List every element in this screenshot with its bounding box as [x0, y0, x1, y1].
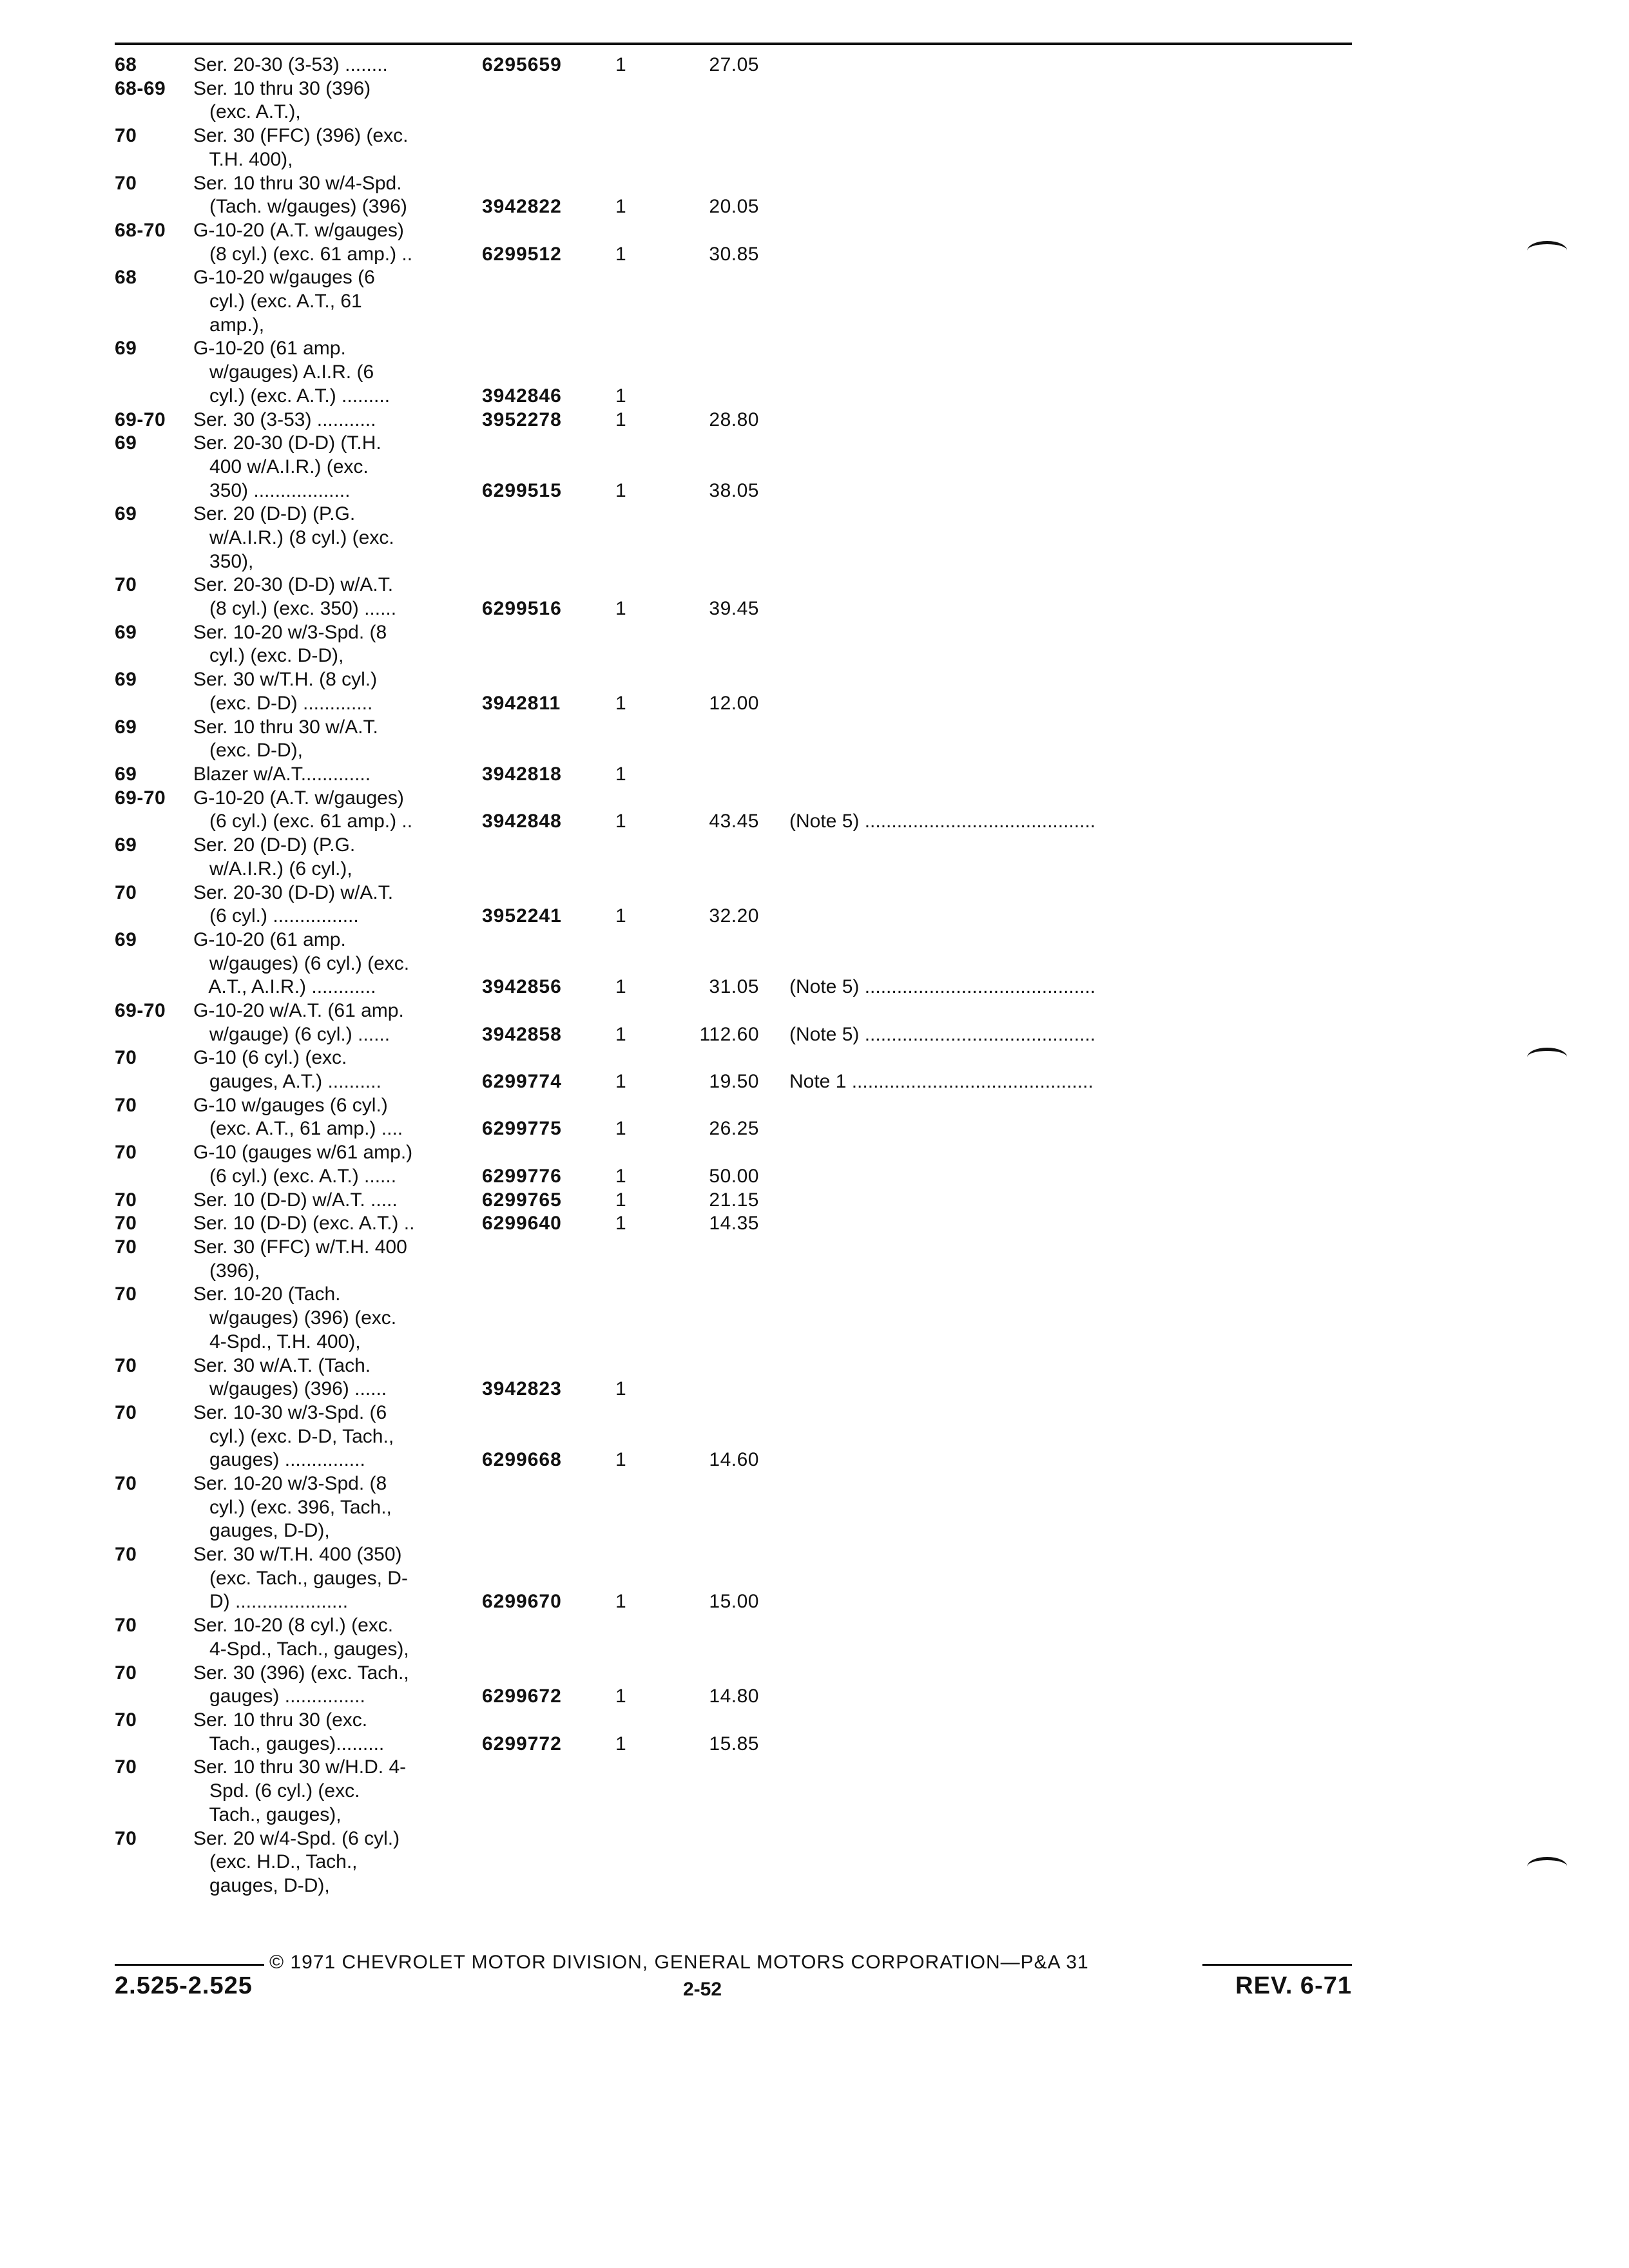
- list-price: 15.85: [709, 1733, 759, 1754]
- application-description: gauges, D-D),: [193, 1874, 330, 1896]
- application-description: (exc. H.D., Tach.,: [193, 1851, 358, 1873]
- application-description: Ser. 20-30 (D-D) w/A.T.: [193, 881, 394, 903]
- model-year: 69: [115, 503, 137, 525]
- application-description: Ser. 30 w/T.H. (8 cyl.): [193, 669, 378, 691]
- application-description: Ser. 10 thru 30 (exc.: [193, 1709, 368, 1731]
- application-description: 350),: [193, 550, 254, 572]
- application-description: Ser. 10 thru 30 w/4-Spd.: [193, 172, 402, 194]
- application-description: cyl.) (exc. A.T., 61: [193, 290, 362, 312]
- application-description: G-10-20 w/gauges (6: [193, 267, 375, 289]
- part-number: 6299512: [482, 243, 562, 265]
- application-description: Blazer w/A.T.............: [193, 764, 371, 785]
- part-number: 3942823: [482, 1378, 562, 1400]
- application-description: w/gauges) (396) (exc.: [193, 1307, 397, 1329]
- list-price: 30.85: [709, 243, 759, 265]
- model-year: 70: [115, 1662, 137, 1684]
- application-description: (8 cyl.) (exc. 61 amp.) ..: [193, 243, 413, 265]
- part-number: 6299776: [482, 1165, 562, 1187]
- part-number: 6299772: [482, 1733, 562, 1754]
- application-description: w/gauges) (6 cyl.) (exc.: [193, 952, 410, 974]
- application-description: D) .....................: [193, 1591, 349, 1613]
- application-description: w/gauges) A.I.R. (6: [193, 361, 374, 383]
- part-number: 3942822: [482, 196, 562, 218]
- note-reference: (Note 5) ...........................................: [789, 976, 1096, 998]
- model-year: 68-69: [115, 77, 166, 99]
- quantity: 1: [615, 196, 626, 218]
- list-price: 20.05: [709, 196, 759, 218]
- application-description: Ser. 30 (FFC) w/T.H. 400: [193, 1236, 407, 1258]
- application-description: 350) ..................: [193, 479, 351, 501]
- quantity: 1: [615, 764, 626, 785]
- application-description: (exc. A.T.),: [193, 101, 301, 123]
- list-price: 50.00: [709, 1165, 759, 1187]
- application-description: 400 w/A.I.R.) (exc.: [193, 456, 369, 477]
- application-description: (exc. D-D) .............: [193, 692, 373, 714]
- model-year: 70: [115, 1544, 137, 1566]
- part-number: 6299775: [482, 1118, 562, 1140]
- quantity: 1: [615, 1165, 626, 1187]
- application-description: G-10-20 (61 amp.: [193, 928, 346, 950]
- application-description: Ser. 10-20 w/3-Spd. (8: [193, 1473, 387, 1494]
- application-description: Ser. 30 w/A.T. (Tach.: [193, 1354, 371, 1376]
- application-description: Ser. 10-20 w/3-Spd. (8: [193, 621, 387, 643]
- model-year: 69: [115, 834, 137, 856]
- model-year: 69: [115, 621, 137, 643]
- model-year: 70: [115, 1354, 137, 1376]
- part-number: 3942818: [482, 764, 562, 785]
- model-year: 70: [115, 881, 137, 903]
- list-price: 32.20: [709, 905, 759, 927]
- application-description: G-10 w/gauges (6 cyl.): [193, 1094, 388, 1116]
- note-reference: Note 1 .............................................: [789, 1071, 1094, 1093]
- application-description: Ser. 30 (396) (exc. Tach.,: [193, 1662, 409, 1684]
- list-price: 38.05: [709, 479, 759, 501]
- application-description: Ser. 30 (3-53) ...........: [193, 408, 376, 430]
- quantity: 1: [615, 692, 626, 714]
- part-number: 3942858: [482, 1023, 562, 1045]
- part-number: 6299774: [482, 1071, 562, 1093]
- application-description: Ser. 10 thru 30 w/H.D. 4-: [193, 1756, 407, 1778]
- application-description: (6 cyl.) (exc. A.T.) ......: [193, 1165, 397, 1187]
- part-number: 6299765: [482, 1189, 562, 1211]
- application-description: Tach., gauges),: [193, 1803, 342, 1825]
- list-price: 12.00: [709, 692, 759, 714]
- list-price: 14.60: [709, 1449, 759, 1471]
- note-reference: (Note 5) ...........................................: [789, 1023, 1096, 1045]
- model-year: 70: [115, 574, 137, 596]
- quantity: 1: [615, 243, 626, 265]
- model-year: 70: [115, 1283, 137, 1305]
- quantity: 1: [615, 408, 626, 430]
- list-price: 14.35: [709, 1213, 759, 1235]
- model-year: 70: [115, 1401, 137, 1423]
- list-price: 19.50: [709, 1071, 759, 1093]
- application-description: Ser. 20 w/4-Spd. (6 cyl.): [193, 1827, 400, 1849]
- application-description: Ser. 10 (D-D) (exc. A.T.) ..: [193, 1213, 415, 1235]
- quantity: 1: [615, 479, 626, 501]
- application-description: G-10-20 w/A.T. (61 amp.: [193, 1000, 404, 1021]
- application-description: Ser. 10 (D-D) w/A.T. .....: [193, 1189, 398, 1211]
- page-number: 2-52: [683, 1979, 722, 2000]
- quantity: 1: [615, 1071, 626, 1093]
- application-description: Ser. 10-30 w/3-Spd. (6: [193, 1401, 387, 1423]
- list-price: 14.80: [709, 1686, 759, 1707]
- application-description: (6 cyl.) ................: [193, 905, 359, 927]
- model-year: 68: [115, 267, 137, 289]
- model-year: 68-70: [115, 219, 166, 241]
- application-description: gauges) ...............: [193, 1449, 365, 1471]
- model-year: 70: [115, 1709, 137, 1731]
- part-number: 6299672: [482, 1686, 562, 1707]
- model-year: 69-70: [115, 787, 166, 809]
- quantity: 1: [615, 1118, 626, 1140]
- application-description: Ser. 20 (D-D) (P.G.: [193, 834, 356, 856]
- application-description: Ser. 10-20 (8 cyl.) (exc.: [193, 1615, 394, 1637]
- part-number: 6299640: [482, 1213, 562, 1235]
- copyright-notice: © 1971 CHEVROLET MOTOR DIVISION, GENERAL MOTORS CORPORATION—P&A 31: [269, 1952, 1089, 1973]
- part-number: 6299515: [482, 479, 562, 501]
- list-price: 28.80: [709, 408, 759, 430]
- part-number: 3952278: [482, 408, 562, 430]
- list-price: 112.60: [699, 1023, 759, 1045]
- quantity: 1: [615, 1213, 626, 1235]
- application-description: amp.),: [193, 314, 265, 336]
- model-year: 70: [115, 125, 137, 147]
- model-year: 70: [115, 1047, 137, 1069]
- application-description: Ser. 10 thru 30 w/A.T.: [193, 716, 378, 738]
- application-description: Ser. 20-30 (3-53) ........: [193, 54, 388, 75]
- application-description: Ser. 30 (FFC) (396) (exc.: [193, 125, 409, 147]
- model-year: 69-70: [115, 408, 166, 430]
- quantity: 1: [615, 905, 626, 927]
- revision-date: REV. 6-71: [1235, 1972, 1352, 1999]
- application-description: cyl.) (exc. D-D, Tach.,: [193, 1425, 394, 1447]
- application-description: Ser. 10 thru 30 (396): [193, 77, 371, 99]
- application-description: Tach., gauges).........: [193, 1733, 385, 1754]
- part-number: 6299670: [482, 1591, 562, 1613]
- application-description: w/A.I.R.) (6 cyl.),: [193, 858, 352, 879]
- quantity: 1: [615, 1378, 626, 1400]
- part-number: 3952241: [482, 905, 562, 927]
- application-description: (exc. Tach., gauges, D-: [193, 1567, 408, 1589]
- application-description: (8 cyl.) (exc. 350) ......: [193, 598, 397, 620]
- list-price: 31.05: [709, 976, 759, 998]
- model-year: 69: [115, 928, 137, 950]
- application-description: cyl.) (exc. A.T.) .........: [193, 385, 390, 407]
- quantity: 1: [615, 1023, 626, 1045]
- quantity: 1: [615, 598, 626, 620]
- application-description: (6 cyl.) (exc. 61 amp.) ..: [193, 811, 413, 832]
- model-year: 68: [115, 54, 137, 75]
- application-description: Ser. 30 w/T.H. 400 (350): [193, 1544, 402, 1566]
- application-description: G-10-20 (A.T. w/gauges): [193, 787, 404, 809]
- part-number: 3942848: [482, 811, 562, 832]
- model-year: 70: [115, 1756, 137, 1778]
- list-price: 39.45: [709, 598, 759, 620]
- application-description: G-10-20 (61 amp.: [193, 338, 346, 360]
- application-description: Ser. 20-30 (D-D) (T.H.: [193, 432, 381, 454]
- application-description: gauges, A.T.) ..........: [193, 1071, 381, 1093]
- list-price: 27.05: [709, 54, 759, 75]
- application-description: Ser. 20-30 (D-D) w/A.T.: [193, 574, 394, 596]
- application-description: w/gauge) (6 cyl.) ......: [193, 1023, 390, 1045]
- part-number: 3942846: [482, 385, 562, 407]
- list-price: 26.25: [709, 1118, 759, 1140]
- footer-rule-left: [115, 1964, 264, 1966]
- application-description: T.H. 400),: [193, 148, 293, 170]
- model-year: 70: [115, 1473, 137, 1494]
- application-description: Ser. 10-20 (Tach.: [193, 1283, 341, 1305]
- application-description: cyl.) (exc. 396, Tach.,: [193, 1496, 392, 1518]
- application-description: G-10-20 (A.T. w/gauges): [193, 219, 404, 241]
- group-number: 2.525-2.525: [115, 1972, 253, 1999]
- quantity: 1: [615, 1733, 626, 1754]
- model-year: 70: [115, 172, 137, 194]
- application-description: (396),: [193, 1260, 260, 1282]
- quantity: 1: [615, 1449, 626, 1471]
- quantity: 1: [615, 1591, 626, 1613]
- application-description: gauges, D-D),: [193, 1520, 330, 1542]
- model-year: 70: [115, 1189, 137, 1211]
- application-description: G-10 (6 cyl.) (exc.: [193, 1047, 347, 1069]
- application-description: 4-Spd., Tach., gauges),: [193, 1638, 409, 1660]
- application-description: (Tach. w/gauges) (396): [193, 196, 407, 218]
- part-number: 6295659: [482, 54, 562, 75]
- model-year: 70: [115, 1142, 137, 1164]
- model-year: 70: [115, 1213, 137, 1235]
- part-number: 6299668: [482, 1449, 562, 1471]
- model-year: 70: [115, 1236, 137, 1258]
- application-description: A.T., A.I.R.) ............: [193, 976, 376, 998]
- application-description: w/gauges) (396) ......: [193, 1378, 387, 1400]
- application-description: 4-Spd., T.H. 400),: [193, 1331, 361, 1352]
- model-year: 69: [115, 716, 137, 738]
- list-price: 21.15: [709, 1189, 759, 1211]
- model-year: 69: [115, 669, 137, 691]
- model-year: 69: [115, 432, 137, 454]
- application-description: cyl.) (exc. D-D),: [193, 645, 344, 667]
- application-description: (exc. D-D),: [193, 740, 303, 762]
- quantity: 1: [615, 976, 626, 998]
- part-number: 3942856: [482, 976, 562, 998]
- part-number: 6299516: [482, 598, 562, 620]
- application-description: Ser. 20 (D-D) (P.G.: [193, 503, 356, 525]
- model-year: 69-70: [115, 1000, 166, 1021]
- application-description: G-10 (gauges w/61 amp.): [193, 1142, 413, 1164]
- application-description: gauges) ...............: [193, 1686, 365, 1707]
- application-description: (exc. A.T., 61 amp.) ....: [193, 1118, 403, 1140]
- model-year: 69: [115, 764, 137, 785]
- model-year: 70: [115, 1615, 137, 1637]
- list-price: 43.45: [709, 811, 759, 832]
- model-year: 70: [115, 1827, 137, 1849]
- list-price: 15.00: [709, 1591, 759, 1613]
- part-number: 3942811: [482, 692, 561, 714]
- application-description: w/A.I.R.) (8 cyl.) (exc.: [193, 526, 394, 548]
- quantity: 1: [615, 1189, 626, 1211]
- note-reference: (Note 5) ...........................................: [789, 811, 1096, 832]
- quantity: 1: [615, 385, 626, 407]
- quantity: 1: [615, 811, 626, 832]
- quantity: 1: [615, 54, 626, 75]
- quantity: 1: [615, 1686, 626, 1707]
- model-year: 70: [115, 1094, 137, 1116]
- application-description: Spd. (6 cyl.) (exc.: [193, 1780, 360, 1802]
- footer-rule-right: [1202, 1964, 1352, 1966]
- model-year: 69: [115, 338, 137, 360]
